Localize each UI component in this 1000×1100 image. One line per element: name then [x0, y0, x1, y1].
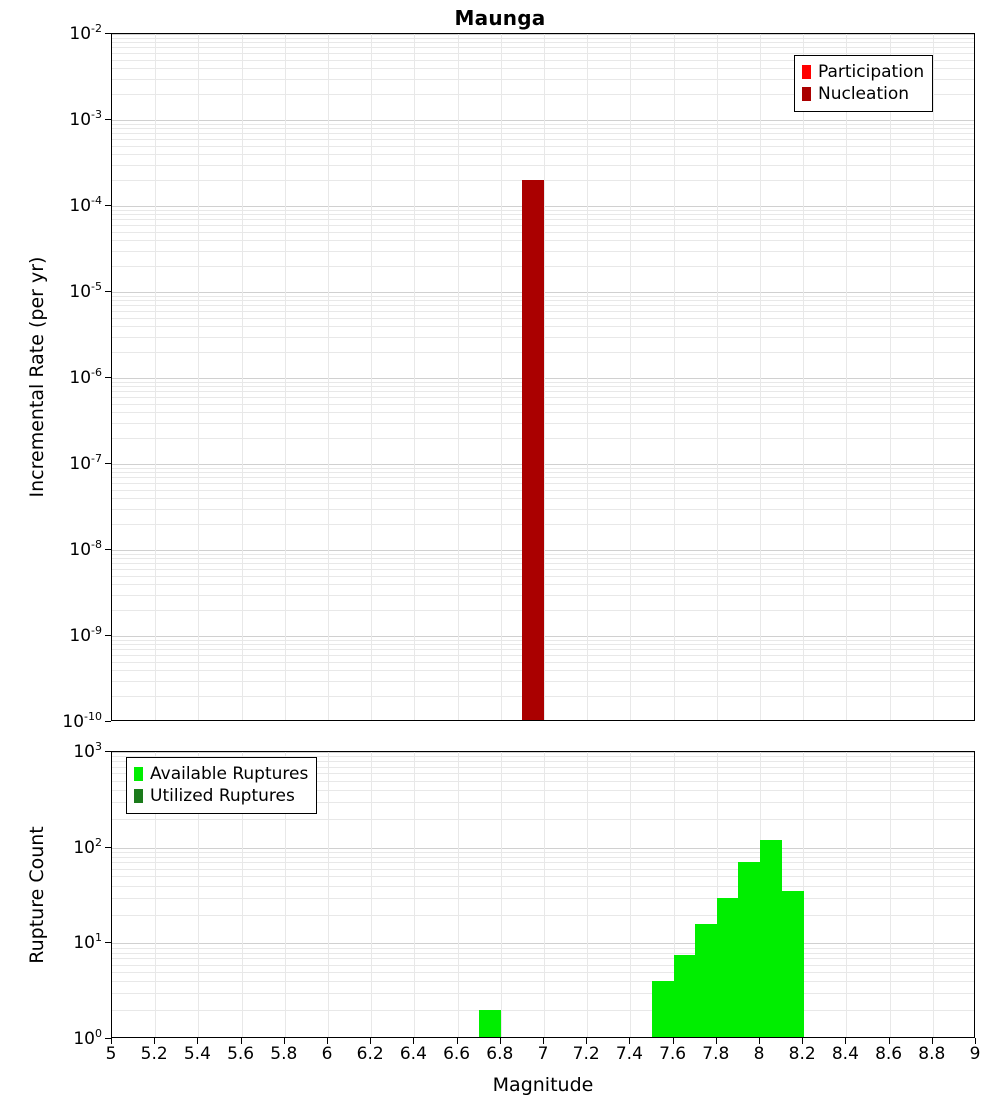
gridline-vertical	[890, 34, 891, 720]
legend-label: Utilized Ruptures	[150, 785, 295, 806]
y-axis-title-incremental-rate: Incremental Rate (per yr)	[26, 256, 48, 498]
x-axis-tick-mark	[197, 1038, 198, 1044]
y-axis-tick-label: $10^{-10}$	[62, 710, 102, 732]
bar-rupture-count	[652, 981, 674, 1038]
legend-item	[134, 763, 308, 785]
gridline-vertical	[544, 752, 545, 1037]
gridline-vertical	[155, 34, 156, 720]
x-axis-tick-mark	[629, 1038, 630, 1044]
y-axis-tick-mark	[105, 291, 111, 292]
legend-rupture-count	[126, 757, 317, 814]
x-axis-tick-label: 6.8	[486, 1044, 514, 1064]
gridline-vertical	[674, 34, 675, 720]
x-axis-tick-label: 7	[537, 1044, 549, 1064]
gridline-vertical	[630, 752, 631, 1037]
x-axis-tick-mark	[586, 1038, 587, 1044]
y-axis-tick-label: $10^0$	[73, 1027, 102, 1049]
bar-rupture-count	[674, 955, 696, 1038]
x-axis-tick-mark	[111, 1038, 112, 1044]
y-axis-tick-label: $10^3$	[73, 740, 102, 762]
gridline-vertical	[630, 34, 631, 720]
gridline-vertical	[717, 34, 718, 720]
page-title: Maunga	[454, 6, 546, 30]
x-axis-tick-mark	[241, 1038, 242, 1044]
y-axis-tick-label: $10^{-7}$	[69, 452, 102, 474]
y-axis-tick-mark	[105, 635, 111, 636]
legend-item	[134, 785, 308, 807]
y-axis-tick-label: $10^{-9}$	[69, 624, 102, 646]
gridline-vertical	[285, 34, 286, 720]
gridline-vertical	[501, 34, 502, 720]
x-axis-tick-label: 7.4	[615, 1044, 643, 1064]
bar-incremental-rate	[522, 180, 544, 721]
legend-item	[802, 61, 924, 83]
x-axis-tick-label: 7.2	[572, 1044, 600, 1064]
gridline-vertical	[846, 34, 847, 720]
x-axis-tick-label: 7.8	[702, 1044, 730, 1064]
gridline-vertical	[242, 34, 243, 720]
x-axis-tick-mark	[975, 1038, 976, 1044]
y-axis-tick-label: $10^{-2}$	[69, 22, 102, 44]
legend-swatch-icon	[134, 789, 143, 803]
y-axis-tick-mark	[105, 549, 111, 550]
y-axis-tick-label: $10^{-4}$	[69, 194, 102, 216]
gridline-vertical	[458, 34, 459, 720]
y-axis-tick-mark	[105, 33, 111, 34]
x-axis-tick-mark	[154, 1038, 155, 1044]
legend-swatch-icon	[802, 65, 811, 79]
gridline-vertical	[328, 34, 329, 720]
legend-label: Nucleation	[818, 83, 910, 104]
x-axis-tick-label: 8.6	[875, 1044, 903, 1064]
x-axis-tick-label: 8.2	[788, 1044, 816, 1064]
legend-label: Participation	[818, 61, 925, 82]
bar-rupture-count	[738, 862, 760, 1038]
gridline-vertical	[760, 34, 761, 720]
y-axis-tick-label: $10^2$	[73, 835, 102, 858]
gridline-vertical	[587, 752, 588, 1037]
y-axis-tick-mark	[105, 463, 111, 464]
x-axis-tick-mark	[413, 1038, 414, 1044]
x-axis-tick-label: 8.4	[831, 1044, 859, 1064]
gridline-vertical	[371, 34, 372, 720]
y-axis-tick-label: $10^{-8}$	[69, 538, 102, 560]
y-axis-tick-label: $10^1$	[73, 931, 102, 954]
bar-rupture-count	[695, 924, 717, 1038]
gridline-vertical	[587, 34, 588, 720]
x-axis-tick-mark	[889, 1038, 890, 1044]
x-axis-tick-mark	[673, 1038, 674, 1044]
y-axis-tick-mark	[105, 847, 111, 848]
x-axis-tick-label: 5.6	[227, 1044, 255, 1064]
x-axis-tick-label: 6.4	[399, 1044, 427, 1064]
x-axis-tick-label: 8.8	[918, 1044, 946, 1064]
x-axis-tick-mark	[802, 1038, 803, 1044]
gridline-vertical	[414, 34, 415, 720]
legend-incremental-rate	[794, 55, 933, 112]
bar-rupture-count	[760, 840, 782, 1038]
y-axis-tick-label: $10^{-5}$	[69, 280, 102, 302]
legend-swatch-icon	[134, 767, 143, 781]
x-axis-tick-mark	[543, 1038, 544, 1044]
gridline-vertical	[458, 752, 459, 1037]
x-axis-tick-label: 5.4	[183, 1044, 211, 1064]
y-axis-tick-mark	[105, 751, 111, 752]
x-axis-tick-label: 5.2	[140, 1044, 168, 1064]
y-axis-tick-mark	[105, 119, 111, 120]
gridline-vertical	[933, 34, 934, 720]
x-axis-tick-label: 5.8	[270, 1044, 298, 1064]
x-axis-tick-mark	[716, 1038, 717, 1044]
y-axis-tick-label: $10^{-3}$	[69, 108, 102, 130]
x-axis-tick-label: 7.6	[659, 1044, 687, 1064]
x-axis-tick-label: 8	[753, 1044, 765, 1064]
gridline-vertical	[371, 752, 372, 1037]
y-axis-tick-mark	[105, 942, 111, 943]
bar-rupture-count	[479, 1010, 501, 1038]
legend-item	[802, 83, 924, 105]
x-axis-tick-label: 6.6	[443, 1044, 471, 1064]
x-axis-tick-mark	[932, 1038, 933, 1044]
legend-label: Available Ruptures	[150, 763, 309, 784]
x-axis-tick-mark	[845, 1038, 846, 1044]
x-axis-tick-label: 6	[321, 1044, 333, 1064]
gridline-vertical	[890, 752, 891, 1037]
legend-swatch-icon	[802, 87, 811, 101]
gridline-vertical	[803, 34, 804, 720]
plot-area-incremental-rate	[111, 33, 975, 721]
gridline-vertical	[846, 752, 847, 1037]
x-axis-tick-mark	[327, 1038, 328, 1044]
y-axis-tick-mark	[105, 721, 111, 722]
y-axis-tick-label: $10^{-6}$	[69, 366, 102, 388]
x-axis-tick-mark	[370, 1038, 371, 1044]
gridline-vertical	[501, 752, 502, 1037]
x-axis-tick-mark	[457, 1038, 458, 1044]
x-axis-tick-label: 5	[105, 1044, 117, 1064]
gridline-vertical	[414, 752, 415, 1037]
gridline-vertical	[933, 752, 934, 1037]
gridline-vertical	[198, 34, 199, 720]
x-axis-tick-mark	[500, 1038, 501, 1044]
bar-rupture-count	[717, 898, 739, 1038]
gridline-vertical	[328, 752, 329, 1037]
x-axis-tick-label: 6.2	[356, 1044, 384, 1064]
x-axis-tick-mark	[759, 1038, 760, 1044]
bar-rupture-count	[782, 891, 804, 1038]
x-axis-tick-mark	[284, 1038, 285, 1044]
y-axis-title-rupture-count: Rupture Count	[26, 825, 48, 964]
x-axis-title: Magnitude	[492, 1074, 594, 1096]
gridline-vertical	[544, 34, 545, 720]
x-axis-tick-label: 9	[969, 1044, 981, 1064]
y-axis-tick-mark	[105, 205, 111, 206]
y-axis-tick-mark	[105, 377, 111, 378]
